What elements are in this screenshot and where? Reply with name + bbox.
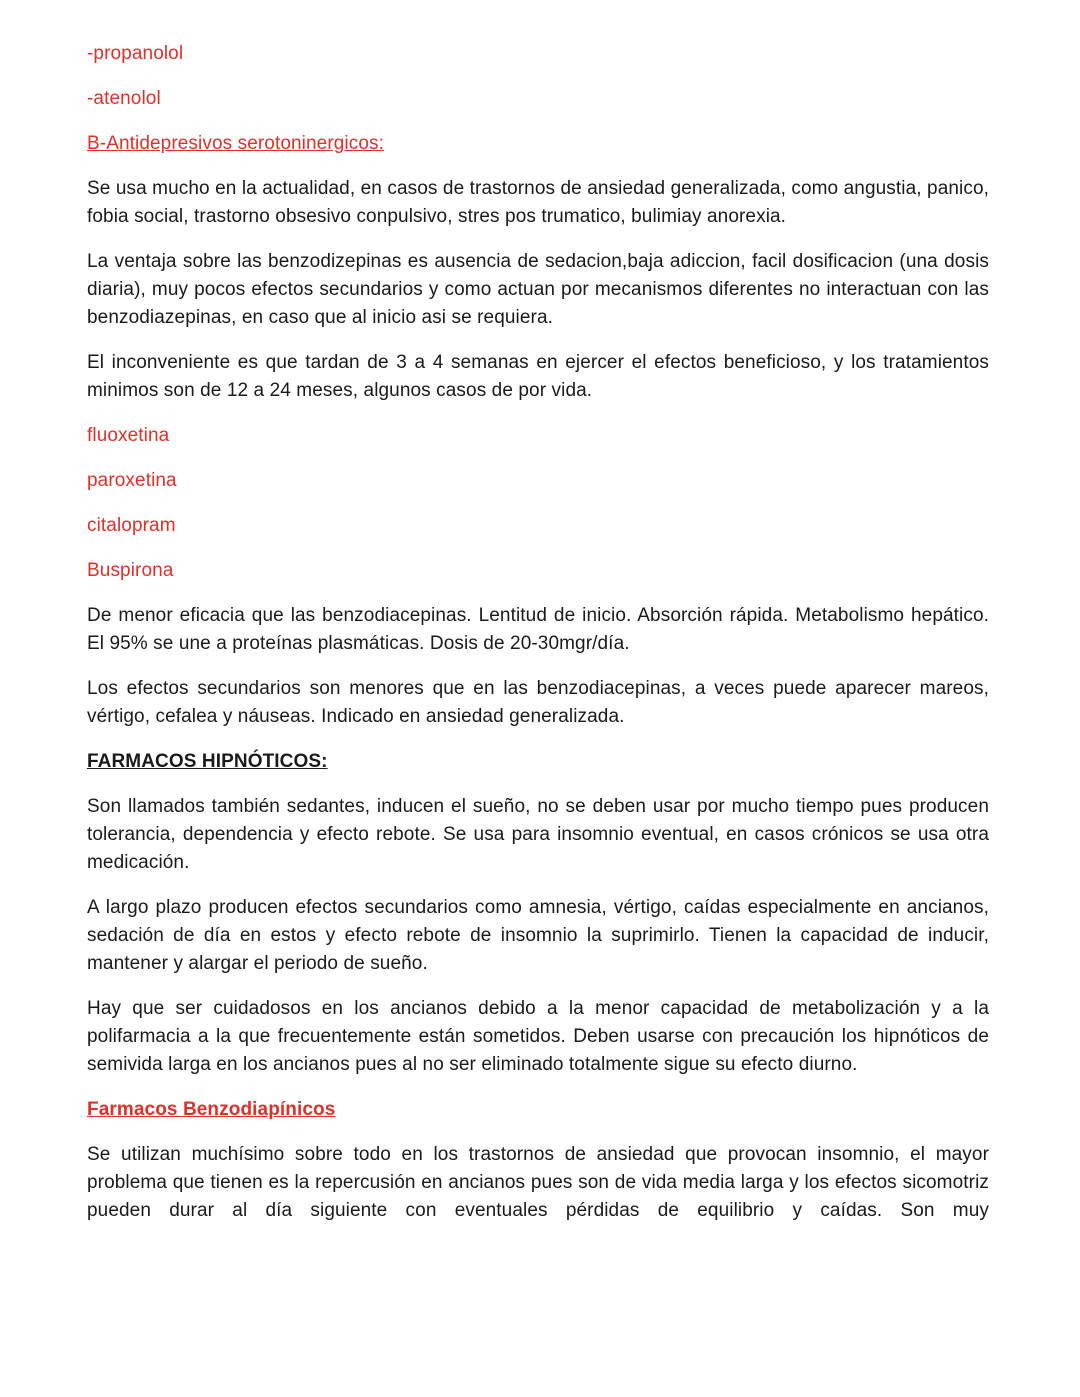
list-item-atenolol: -atenolol — [87, 88, 161, 109]
paragraph-ventaja-benzodizepinas: La ventaja sobre las benzodizepinas es ausencia de sedacion,baja adiccion, facil dosificacion (una dosis diaria), muy pocos efectos secundarios y como actuan por mecanismos diferentes no interactuan con las benzodiazepinas, en caso que al inicio asi se requiera. — [87, 251, 989, 328]
paragraph-uso-actualidad: Se usa mucho en la actualidad, en casos de trastornos de ansiedad generalizada, como angustia, panico, fobia social, trastorno obsesivo conpulsivo, stres pos trumatico, bulimiay anorexia. — [87, 178, 989, 227]
list-item-paroxetina: paroxetina — [87, 470, 177, 491]
paragraph-inconveniente: El inconveniente es que tardan de 3 a 4 semanas en ejercer el efectos beneficioso, y los tratamientos minimos son de 12 a 24 meses, algunos casos de por vida. — [87, 352, 989, 401]
list-item-buspirona: Buspirona — [87, 560, 174, 581]
list-item-fluoxetina: fluoxetina — [87, 425, 170, 446]
section-heading-antidepresivos-serotoninergicos: B-Antidepresivos serotoninergicos: — [87, 133, 384, 154]
paragraph-sedantes: Son llamados también sedantes, inducen el sueño, no se deben usar por mucho tiempo pues producen tolerancia, dependencia y efecto rebote. Se usa para insomnio eventual, en casos crónicos se usa otra medicación. — [87, 796, 989, 873]
section-heading-farmacos-hipnoticos: FARMACOS HIPNÓTICOS: — [87, 751, 328, 772]
paragraph-cuidado-ancianos: Hay que ser cuidadosos en los ancianos debido a la menor capacidad de metabolización y a la polifarmacia a la que frecuentemente están sometidos. Deben usarse con precaución los hipnóticos de semivida larga en los ancianos pues al no ser eliminado totalmente sigue su efecto diurno. — [87, 998, 989, 1075]
paragraph-largo-plazo: A largo plazo producen efectos secundarios como amnesia, vértigo, caídas especialmente en ancianos, sedación de día en estos y efecto rebote de insomnio la suprimirlo. Tienen la capacidad de inducir, mantener y alargar el periodo de sueño. — [87, 897, 989, 974]
section-heading-farmacos-benzodiapinicos: Farmacos Benzodiapínicos — [87, 1099, 336, 1120]
paragraph-menor-eficacia: De menor eficacia que las benzodiacepinas. Lentitud de inicio. Absorción rápida. Metabolismo hepático. El 95% se une a proteínas plasmáticas. Dosis de 20-30mgr/día. — [87, 605, 989, 654]
list-item-propanolol: -propanolol — [87, 43, 184, 64]
paragraph-efectos-secundarios: Los efectos secundarios son menores que en las benzodiacepinas, a veces puede aparecer mareos, vértigo, cefalea y náuseas. Indicado en ansiedad generalizada. — [87, 678, 989, 727]
list-item-citalopram: citalopram — [87, 515, 176, 536]
paragraph-benzodiapinicos-uso: Se utilizan muchísimo sobre todo en los trastornos de ansiedad que provocan insomnio, el mayor problema que tienen es la repercusión en ancianos pues son de vida media larga y los efectos sicomotriz pueden durar al día siguiente con eventuales pérdidas de equilibrio y caídas. Son muy — [87, 1144, 989, 1221]
